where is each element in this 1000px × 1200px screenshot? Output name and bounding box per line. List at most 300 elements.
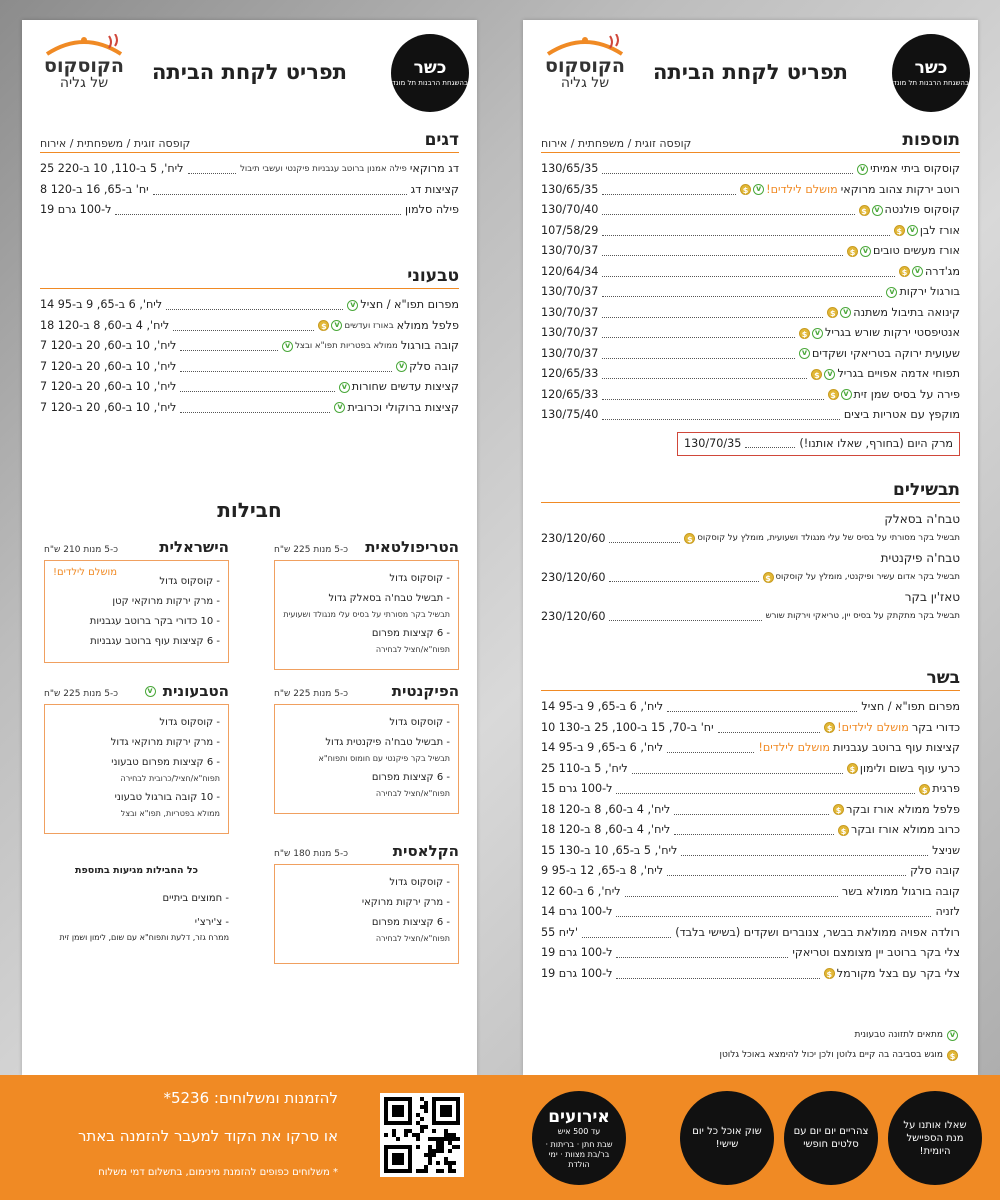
item-name: קציצות עדשים שחורות (351, 380, 459, 393)
gluten-icon: $ (824, 722, 835, 733)
salads-text: צהריים יום יום עם סלטים חופשי (793, 1126, 869, 1150)
legend-gf-text: מוגש בסביבה בה קיים גלוטן ולכן יכול להימצא באוכל גלוטן (719, 1050, 943, 1060)
logo-name: הקוסקוס (44, 55, 124, 77)
meat-title: בשר (926, 668, 960, 688)
extras-item-text: צ'ירצ'י (194, 917, 223, 928)
soup-name: מרק היום (בחורף, שאלו אותנו!) (799, 436, 953, 450)
order-phone[interactable]: להזמנות ומשלוחים: 5236* (163, 1089, 338, 1107)
gluten-icon: $ (847, 246, 858, 257)
item-name: אורז מעשים טובים (873, 244, 960, 257)
vegan-icon: v (947, 1030, 958, 1041)
gluten-icon: $ (833, 804, 844, 815)
kids-tag: מושלם לילדים! (766, 182, 838, 196)
salads-circle (784, 1091, 878, 1185)
platter-spicy (274, 682, 459, 814)
item-price: 10 יח' ב-70, 15 ב-100, 25 ב-130 (541, 720, 714, 734)
leader-dots (602, 267, 895, 277)
platter-tripolitan (274, 538, 459, 670)
platter-item-sub: תפוח"א/חציל לבחירה (375, 645, 450, 654)
platter-price: כ-5 מנות 225 ש"ח (274, 545, 349, 555)
item-price: 120/65/33 (541, 367, 599, 380)
item-price: 14 ליח', 6 ב-65, 9 ב-95 (541, 700, 664, 713)
item-name: כרעי עוף בשום ולימון (859, 761, 960, 775)
events-types: שבת חתן · בריתות · בר/בת מצוות · ימי הולדת (545, 1139, 613, 1169)
vegan-icon: v (331, 320, 342, 331)
platter-price: כ-5 מנות 180 ש"ח (274, 849, 349, 859)
extras-item-text: חמוצים ביתיים (162, 893, 223, 904)
logo-name: הקוסקוס (545, 55, 625, 77)
leader-dots (602, 410, 839, 420)
platter-item: - קוסקוס גדול (389, 573, 450, 584)
platter-israeli (44, 538, 229, 663)
events-sub: עד 500 איש (557, 1126, 601, 1136)
gluten-icon: $ (811, 369, 822, 380)
extras-item: - צ'ירצ'י ממרח גזר, דלעת ותפוח"א עם שום, לימון ושמן זית (44, 916, 229, 943)
platter-classic (274, 842, 459, 964)
market-text: שוק אוכל כל יום שישי! (692, 1126, 762, 1150)
extras-heading: כל החבילות מגיעות בתוספת (75, 865, 198, 876)
gluten-icon: $ (684, 533, 695, 544)
platter-item-text: 6 קציצות מפרום (371, 772, 444, 783)
item-name: מג'דרה (924, 264, 960, 278)
menu-row (541, 923, 960, 944)
extras-item: - חמוצים ביתיים (162, 893, 229, 904)
item-name: קובה סלק (409, 359, 459, 373)
item-name: פלפל ממולא (396, 318, 459, 332)
platter-item: - מרק ירקות מרוקאי (361, 897, 450, 908)
item-price: 130/65/35 (541, 162, 599, 175)
item-price: 7 ליח', 10 ב-60, 20 ב-120 (40, 339, 177, 352)
gluten-icon: $ (947, 1050, 958, 1061)
menu-row (541, 697, 960, 718)
menu-row (541, 820, 960, 841)
item-name: תפוחי אדמה אפויים בגריל (837, 367, 960, 380)
leader-dots (625, 887, 838, 897)
item-price: 130/70/37 (541, 305, 599, 319)
item-price: 7 ליח', 10 ב-60, 20 ב-120 (40, 380, 177, 393)
platter-item-text: 6 קציצות מפרום (371, 628, 444, 639)
item-price: 8 יח' ב-65, 16 ב-120 (40, 182, 149, 196)
platter-item-sub: ממולא בפטריות, תפו"א ובצל (120, 809, 220, 818)
menu-title: תפריט לקחת הביתה (653, 60, 848, 84)
logo-sub: של גליה (560, 75, 610, 91)
platter-extras (44, 864, 229, 953)
menu-row (40, 336, 459, 357)
platters-title: חבילות (217, 498, 282, 522)
leader-dots (674, 825, 834, 835)
kosher-label: כשר (413, 57, 447, 78)
platter-item-text: 6 קציצות עוף ברוטב עגבניות (90, 636, 214, 647)
stews-title: תבשילים (892, 480, 960, 500)
kids-tag: מושלם לילדים! (53, 567, 118, 578)
leader-dots (632, 764, 843, 774)
kosher-label: כשר (914, 57, 948, 78)
item-price: 130/65/35 (541, 182, 599, 196)
stew-desc-row (541, 568, 960, 587)
menu-row (40, 377, 459, 398)
leader-dots (602, 246, 843, 256)
platter-item: - 6 קציצות מפרום תפוח"א/חציל לבחירה (283, 628, 450, 655)
item-name: כרוב ממולא אורז ובקר (851, 823, 960, 836)
menu-row (541, 800, 960, 821)
menu-row (541, 344, 960, 365)
menu-row (541, 861, 960, 882)
logo-sub: של גליה (59, 75, 109, 91)
vegan-icon: v (282, 341, 293, 352)
kosher-badge (391, 34, 469, 112)
vegan-icon: v (824, 369, 835, 380)
item-price: 19 ל-100 גרם (40, 203, 112, 216)
item-price: 18 ליח', 4 ב-60, 8 ב-120 (541, 823, 671, 836)
stew-name: טבח'ה פיקנטית (880, 551, 960, 565)
logo (34, 34, 134, 108)
item-name: מפרום תפו"א / חציל (861, 700, 960, 713)
vegan-icon: v (840, 307, 851, 318)
legend-veg (720, 1025, 960, 1045)
vegan-icon: v (396, 361, 407, 372)
menu-row (541, 262, 960, 283)
stew-price: 230/120/60 (541, 532, 606, 545)
item-price: 55 ליח' (541, 925, 579, 939)
platter-item: - 6 קציצות מפרום טבעוני תפוח"א/חציל/כרובית לבחירה (53, 757, 220, 784)
leader-dots (718, 723, 821, 733)
menu-row (541, 759, 960, 780)
vegan-icon: v (334, 402, 345, 413)
gluten-icon: $ (828, 389, 839, 400)
platter-item-text: 6 קציצות מפרום טבעוני (111, 757, 214, 768)
stew-name: טבח'ה בסאלק (884, 512, 960, 526)
scan-text: או סרקו את הקוד למעבר להזמנה באתר (77, 1127, 338, 1145)
stews-list (541, 509, 960, 626)
menu-row (40, 295, 459, 316)
platter-price: כ-5 מנות 225 ש"ח (274, 689, 349, 699)
leader-dots (115, 205, 401, 215)
menu-row (541, 303, 960, 324)
leader-dots (667, 866, 906, 876)
panel-header (22, 34, 477, 114)
vegan-icon: v (857, 164, 868, 175)
section-title (541, 480, 960, 503)
platter-item: - 10 כדורי בקר ברוטב עגבניות (89, 616, 220, 627)
item-price: 15 ליח', 5 ב-65, 10 ב-130 (541, 843, 678, 857)
leader-dots (667, 743, 754, 753)
footer (0, 1075, 1000, 1200)
platter-item-text: תבשיל טבח'ה פיקנטית גדול (325, 737, 444, 748)
market-circle (680, 1091, 774, 1185)
platter-item: - קוסקוס גדול (389, 717, 450, 728)
menu-row (40, 180, 459, 201)
item-name: שניצל (932, 843, 960, 857)
item-price: 120/64/34 (541, 264, 599, 278)
kosher-authority: בהשגחת הרבנות תל מונד (391, 78, 469, 87)
item-price: 9 ליח', 8 ב-65, 12 ב-95 (541, 864, 664, 877)
section-title (40, 130, 459, 153)
gluten-icon: $ (827, 307, 838, 318)
platter-item: - קוסקוס גדול (159, 717, 220, 728)
vegan-title: טבעוני (407, 266, 459, 286)
platter-item-text: קוסקוס גדול (159, 717, 214, 728)
menu-row (541, 964, 960, 985)
section-title (40, 266, 459, 289)
leader-dots (180, 362, 392, 372)
extras-item-sub: ממרח גזר, דלעת ותפוח"א עם שום, לימון ושמן זית (59, 933, 229, 942)
platter-item-sub: תפוח"א/חציל לבחירה (375, 789, 450, 798)
stew-desc: תבשיל בקר מתקתק על בסיס יין, טריאקי וירקות שורש (765, 611, 960, 621)
gluten-icon: $ (847, 763, 858, 774)
leader-dots (616, 784, 915, 794)
gluten-icon: $ (899, 266, 910, 277)
platter-item: - קוסקוס גדול (159, 576, 220, 587)
platter-name: הקלאסית (392, 842, 459, 860)
menu-row (40, 159, 459, 180)
leader-dots (602, 164, 853, 174)
item-price: 7 ליח', 10 ב-60, 20 ב-120 (40, 400, 177, 414)
leader-dots (602, 328, 795, 338)
menu-row (541, 385, 960, 406)
platter-item-sub: תפוח"א/חציל/כרובית לבחירה (120, 774, 220, 783)
menu-row (541, 718, 960, 739)
leader-dots (602, 390, 823, 400)
platter-name: הטריפולטאית (365, 538, 459, 556)
events-title: אירועים (548, 1106, 610, 1127)
stews-section (541, 480, 960, 626)
platter-name (145, 682, 229, 700)
sides-section (541, 130, 960, 456)
pot-lid-icon (540, 34, 630, 56)
leader-dots (602, 308, 823, 318)
leader-dots (602, 185, 736, 195)
platter-item-text: קוסקוס גדול (389, 877, 444, 888)
vegan-icon: v (145, 686, 156, 697)
menu-row (541, 241, 960, 262)
item-price: 107/58/29 (541, 223, 599, 237)
platter-item: - 10 קובה בורגול טבעוני ממולא בפטריות, תפו"א ובצל (53, 792, 220, 819)
gluten-icon: $ (763, 572, 774, 583)
panel-header (523, 34, 978, 114)
logo (535, 34, 635, 108)
platter-item-text: קוסקוס גדול (389, 573, 444, 584)
special-text: שאלו אותנו על מנת הספיישל היומית! (903, 1119, 967, 1157)
delivery-note: * משלוחים כפופים להזמנת מינימום, בתשלום דמי משלוח (98, 1167, 338, 1178)
leader-dots (674, 805, 829, 815)
item-note: פילה אמנון ברוטב עגבניות פיקנטי ועשבי תיבול (240, 164, 407, 174)
menu-row (541, 779, 960, 800)
item-name: לזניה (935, 905, 960, 918)
section-title (541, 668, 960, 691)
platter-item-sub: תפוח"א/חציל לבחירה (375, 934, 450, 943)
stew-name: טאז'ין בקר (904, 590, 960, 604)
item-name: קציצות עוף ברוטב עגבניות (832, 741, 960, 754)
menu-row (541, 180, 960, 201)
gluten-icon: $ (318, 320, 329, 331)
platter-item-text: קוסקוס גדול (159, 576, 214, 587)
vegan-icon: v (907, 225, 918, 236)
leader-dots (582, 928, 671, 938)
menu-row (40, 357, 459, 378)
vegan-section (40, 266, 459, 418)
menu-row (541, 200, 960, 221)
special-circle (888, 1091, 982, 1185)
item-name: צלי בקר ברוטב יין מצומצם וטריאקי (792, 946, 960, 959)
leader-dots (166, 300, 343, 310)
platter-item: - מרק ירקות מרוקאי גדול (110, 737, 220, 748)
item-price: 120/65/33 (541, 387, 599, 401)
platter-price: כ-5 מנות 225 ש"ח (44, 689, 119, 699)
sides-title: תוספות (902, 130, 960, 150)
menu-row (541, 841, 960, 862)
leader-dots (616, 948, 788, 958)
platter-item-text: 6 קציצות מפרום (371, 917, 444, 928)
gluten-icon: $ (824, 968, 835, 979)
item-price: 130/75/40 (541, 408, 599, 421)
vegan-list (40, 295, 459, 418)
platter-box (274, 704, 459, 814)
platter-item-text: מרק ירקות מרוקאי (361, 897, 444, 908)
item-price: 130/70/40 (541, 203, 599, 216)
item-name: קובה בורגול ממולא בשר (841, 884, 960, 898)
platter-box (274, 864, 459, 964)
leader-dots (616, 969, 819, 979)
item-name: פילה סלמון (404, 203, 459, 216)
platter-item-sub: תבשיל בקר מסורתי על בסיס עלי מנגולד ושעועית (283, 610, 450, 619)
leader-dots (616, 907, 931, 917)
item-price: 25 ליח', 5 ב-110 (541, 761, 628, 775)
column-headers: קופסה זוגית / משפחתית / אירוח (541, 137, 692, 150)
platter-vegan (44, 682, 229, 834)
platter-name: הישראלית (159, 538, 229, 556)
stew-price: 230/120/60 (541, 610, 606, 623)
menu-row (541, 405, 960, 426)
platter-item: - תבשיל טבח'ה פיקנטית גדול תבשיל בקר פיקנטי עם חומוס ותפוח"א (283, 737, 450, 764)
menu-row (541, 159, 960, 180)
platter-item: - 6 קציצות עוף ברוטב עגבניות (90, 636, 220, 647)
leader-dots (602, 226, 889, 236)
leader-dots (609, 534, 680, 543)
menu-row (541, 282, 960, 303)
qr-code[interactable] (380, 1093, 464, 1177)
item-price: 7 ליח', 10 ב-60, 20 ב-120 (40, 359, 177, 373)
platter-item-text: מרק ירקות מרוקאי קטן (112, 596, 214, 607)
leader-dots (180, 403, 330, 413)
item-price: 18 ליח', 4 ב-60, 8 ב-120 (541, 802, 671, 816)
item-name: שעועית ירוקה בטריאקי ושקדים (811, 346, 960, 360)
kosher-badge (892, 34, 970, 112)
extras-list (44, 892, 229, 943)
kosher-authority: בהשגחת הרבנות תל מונד (892, 78, 970, 87)
item-price: 130/70/37 (541, 285, 599, 298)
leader-dots (602, 349, 795, 359)
vegan-icon: v (753, 184, 764, 195)
vegan-icon: v (799, 348, 810, 359)
stew-desc: תבשיל בקר אדום עשיר ופיקנטי, מומלץ על קוסקוס (775, 572, 960, 582)
item-price: 15 ל-100 גרם (541, 782, 613, 795)
item-price: 12 ליח', 6 ב-60 (541, 884, 621, 898)
platter-item-text: 10 כדורי בקר ברוטב עגבניות (89, 616, 214, 627)
item-price: 130/70/37 (541, 244, 599, 257)
vegan-icon: v (347, 300, 358, 311)
item-name: פרגית (932, 782, 960, 795)
platter-box (44, 704, 229, 834)
platter-name-text: הטבעונית (162, 682, 229, 700)
leader-dots (609, 612, 761, 621)
item-note: ממולא בפטריות תפו"א ובצל (295, 341, 398, 351)
leader-dots (667, 702, 857, 712)
item-name: קוסקוס פולנטה (884, 203, 960, 216)
platter-item: - תבשיל טבח'ה בסאלק גדול תבשיל בקר מסורתי על בסיס עלי מנגולד ושעועית (283, 593, 450, 619)
item-price: 19 ל-100 גרם (541, 966, 613, 980)
item-name: בורגול ירקות (899, 285, 960, 298)
fish-title: דגים (424, 130, 459, 150)
item-price: 130/70/37 (541, 346, 599, 360)
menu-title: תפריט לקחת הביתה (152, 60, 347, 84)
stew-price: 230/120/60 (541, 571, 606, 584)
menu-row (541, 323, 960, 344)
item-note: באורז ועדשים (344, 320, 394, 331)
menu-panel-right (523, 20, 978, 1075)
events-circle (532, 1091, 626, 1185)
leader-dots (153, 185, 407, 195)
fish-list (40, 159, 459, 221)
item-name: דג מרוקאי (409, 162, 459, 175)
platter-item: - מרק ירקות מרוקאי קטן (112, 596, 220, 607)
pot-lid-icon (39, 34, 129, 56)
menu-row (40, 398, 459, 419)
item-name: קציצות ברוקולי וכרובית (347, 400, 459, 414)
vegan-icon: v (886, 287, 897, 298)
leader-dots (681, 846, 928, 856)
leader-dots (188, 164, 237, 174)
platter-item: - קוסקוס גדול (389, 877, 450, 888)
item-name: אנטיפסטי ירקות שורש בגריל (824, 326, 960, 339)
item-name: קובה בורגול (400, 339, 459, 352)
leader-dots (602, 205, 854, 215)
menu-row (541, 738, 960, 759)
gluten-icon: $ (838, 825, 849, 836)
soup-of-day-box (677, 432, 960, 456)
meat-list (541, 697, 960, 984)
platter-box (44, 560, 229, 663)
gluten-icon: $ (919, 784, 930, 795)
menu-row (541, 221, 960, 242)
menu-row (541, 364, 960, 385)
vegan-icon: v (812, 328, 823, 339)
leader-dots (602, 369, 807, 379)
stew-desc: תבשיל בקר מסורתי על בסיס של עלי מנגולד ושעועית, מומלץ על קוסקוס (697, 533, 960, 543)
item-name: רוטב ירקות צהוב מרוקאי (840, 182, 960, 196)
leader-dots (602, 287, 882, 297)
kids-tag: מושלם לילדים! (758, 741, 830, 754)
menu-panel-left (22, 20, 477, 1075)
gluten-icon: $ (740, 184, 751, 195)
platter-name: הפיקנטית (391, 682, 459, 700)
leader-dots (173, 321, 314, 331)
legend-veg-text: מתאים לתזונה טבעונית (854, 1030, 943, 1040)
platter-item-text: קוסקוס גדול (389, 717, 444, 728)
meat-section (541, 668, 960, 984)
section-title (541, 130, 960, 153)
platter-box (274, 560, 459, 670)
leader-dots (180, 382, 334, 392)
vegan-icon: v (872, 205, 883, 216)
item-price: 18 ליח', 4 ב-60, 8 ב-120 (40, 318, 170, 332)
platter-item-text: תבשיל טבח'ה בסאלק גדול (328, 593, 444, 604)
platter-item: - 6 קציצות מפרום תפוח"א/חציל לבחירה (283, 917, 450, 944)
item-name: פירה על בסיס שמן זית (853, 387, 960, 401)
item-price: 14 ליח', 6 ב-65, 9 ב-95 (40, 298, 163, 311)
item-name: מוקפץ עם אטריות ביצים (843, 408, 960, 421)
gluten-icon: $ (799, 328, 810, 339)
vegan-icon: v (860, 246, 871, 257)
